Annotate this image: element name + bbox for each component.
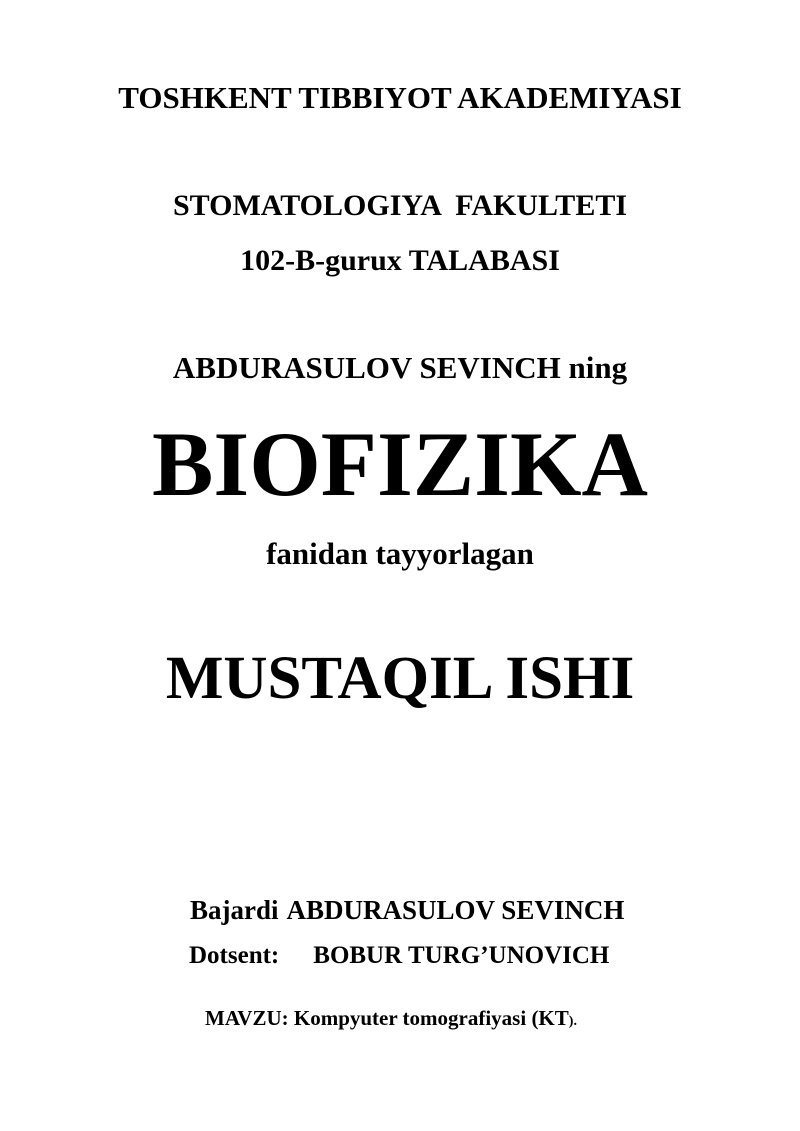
- performer-line: [190, 897, 624, 924]
- work-type-title: MUSTAQIL ISHI: [165, 645, 635, 712]
- subject-title: BIOFIZIKA: [152, 413, 648, 515]
- performer-name: ABDURASULOV SEVINCH: [286, 895, 625, 925]
- performer-label: Bajardi: [190, 895, 279, 925]
- teacher-name: BOBUR TURG’UNOVICH: [313, 942, 610, 969]
- topic-text: MAVZU: Kompyuter tomografiyasi (KT: [205, 1006, 569, 1030]
- topic-line: [205, 1008, 577, 1029]
- teacher-label: Dotsent:: [189, 942, 280, 969]
- student-name-line: ABDURASULOV SEVINCH ning: [172, 350, 628, 385]
- faculty-name: STOMATOLOGIYA FAKULTETI: [172, 189, 628, 222]
- prepared-text: fanidan tayyorlagan: [266, 536, 534, 571]
- student-group: 102-B-gurux TALABASI: [240, 244, 560, 277]
- teacher-line: [189, 943, 609, 968]
- topic-suffix: ).: [568, 1014, 577, 1029]
- academy-name: TOSHKENT TIBBIYOT AKADEMIYASI: [118, 80, 682, 115]
